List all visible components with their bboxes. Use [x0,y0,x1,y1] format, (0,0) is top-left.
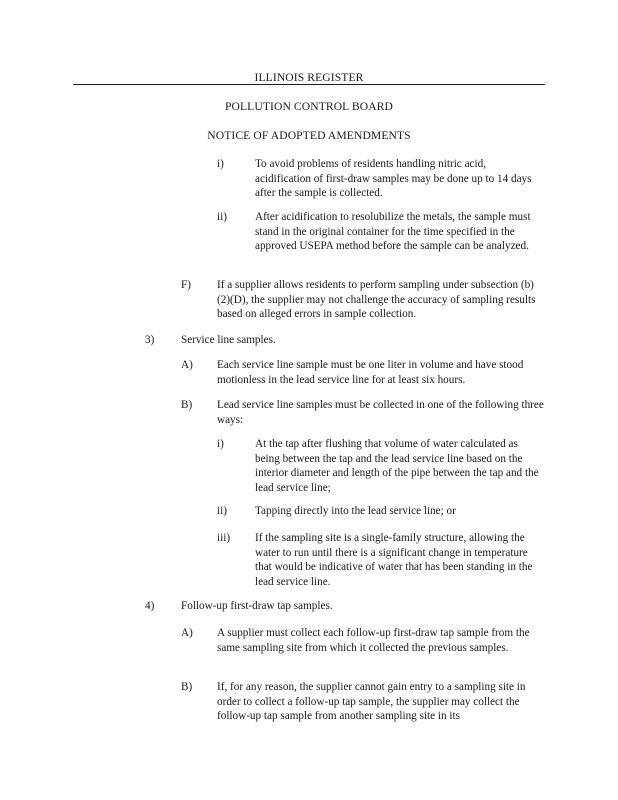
item-text: At the tap after flushing that volume of water calculated as being between the tap and the lead service line based on the interior diameter and length of the pipe between the tap and the lead service line; [255,438,539,494]
item-text: A supplier must collect each follow-up first-draw tap sample from the same sampling site from which it collected the previous samples. [217,627,530,654]
item-label: ii) [217,505,227,517]
item-label: i) [217,158,224,170]
item-text: Each service line sample must be one liter in volume and have stood motionless in the lead service line for at least six hours. [217,359,524,386]
item-label: A) [181,627,193,639]
item-label: A) [181,359,193,371]
agency-title: POLLUTION CONTROL BOARD [224,100,394,113]
item-text: If, for any reason, the supplier cannot gain entry to a sampling site in order to collect a follow-up tap sample, the supplier may collect the follow-up tap sample from another sampling site in its [217,681,526,723]
item-label: i) [217,438,224,450]
item-label: B) [181,399,193,411]
item-label: F) [181,279,191,291]
section-heading: Follow-up first-draw tap samples. [181,600,333,612]
notice-title: NOTICE OF ADOPTED AMENDMENTS [207,129,411,142]
section-label: 3) [145,334,155,346]
item-text: If the sampling site is a single-family structure, allowing the water to run until there is a significant change in temperature that would be indicative of water that has been standing in the lead service line. [255,532,533,588]
section-label: 4) [145,600,155,612]
register-title: ILLINOIS REGISTER [254,71,364,84]
item-text: After acidification to resolubilize the metals, the sample must stand in the original container for the time specified in the approved USEPA method before the sample can be analyzed. [255,211,531,253]
header-rule [73,84,545,85]
item-label: iii) [217,532,231,544]
item-label: ii) [217,211,227,223]
item-text: If a supplier allows residents to perform sampling under subsection (b)(2)(D), the supplier may not challenge the accuracy of sampling results based on alleged errors in sample collection. [217,279,536,321]
item-text: To avoid problems of residents handling nitric acid, acidification of first-draw samples may be done up to 14 days after the sample is collected. [255,158,532,200]
item-text: Tapping directly into the lead service line; or [255,505,456,517]
item-label: B) [181,681,193,693]
item-text: Lead service line samples must be collected in one of the following three ways: [217,399,544,426]
section-heading: Service line samples. [181,334,276,346]
